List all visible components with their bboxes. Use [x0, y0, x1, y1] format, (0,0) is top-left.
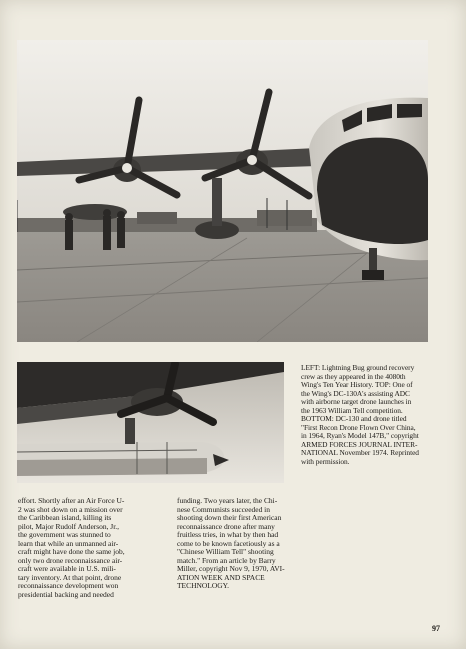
photo-drone-under-wing — [17, 362, 284, 483]
body-text-right-column: funding. Two years later, the Chi- nese Communists succeeded in shooting down their first American reconnaissance drone after many fruitless tries, in what by then had come to be known facetiously as a "Chinese William Tell" shooting match." From an article by Barry Miller, copyright Nov 9, 1970, AVI- ATION WEEK AND SPACE TECHNOLOGY. — [177, 496, 285, 591]
page-number: 97 — [432, 624, 440, 633]
photo-caption: LEFT: Lightning Bug ground recovery crew as they appeared in the 4080th Wing's Ten Year History. TOP: One of the Wing's DC-130A's assisting ADC with airborne target drone launches in the 1963 William Tell competition. BOTTOM: DC-130 and drone titled "First Recon Drone Flown Over China, in 1964, Ryan's Model 147B," copyright ARMED FORCES JOURNAL INTER- NATIONAL November 1974. Reprinted with permission. — [301, 363, 419, 467]
photo-aircraft-on-tarmac — [17, 40, 428, 342]
body-text-left-column: effort. Shortly after an Air Force U- 2 was shot down on a mission over the Caribbean island, killing its pilot, Major Rudolf Anderson, Jr., the government was stunned to learn that while an unmanned air- craft might have done the same job, only two drone reconnaissance air- craft were available in U.S. mili- tary inventory. At that point, drone reconnaissance development won presidential backing and needed — [18, 496, 125, 600]
